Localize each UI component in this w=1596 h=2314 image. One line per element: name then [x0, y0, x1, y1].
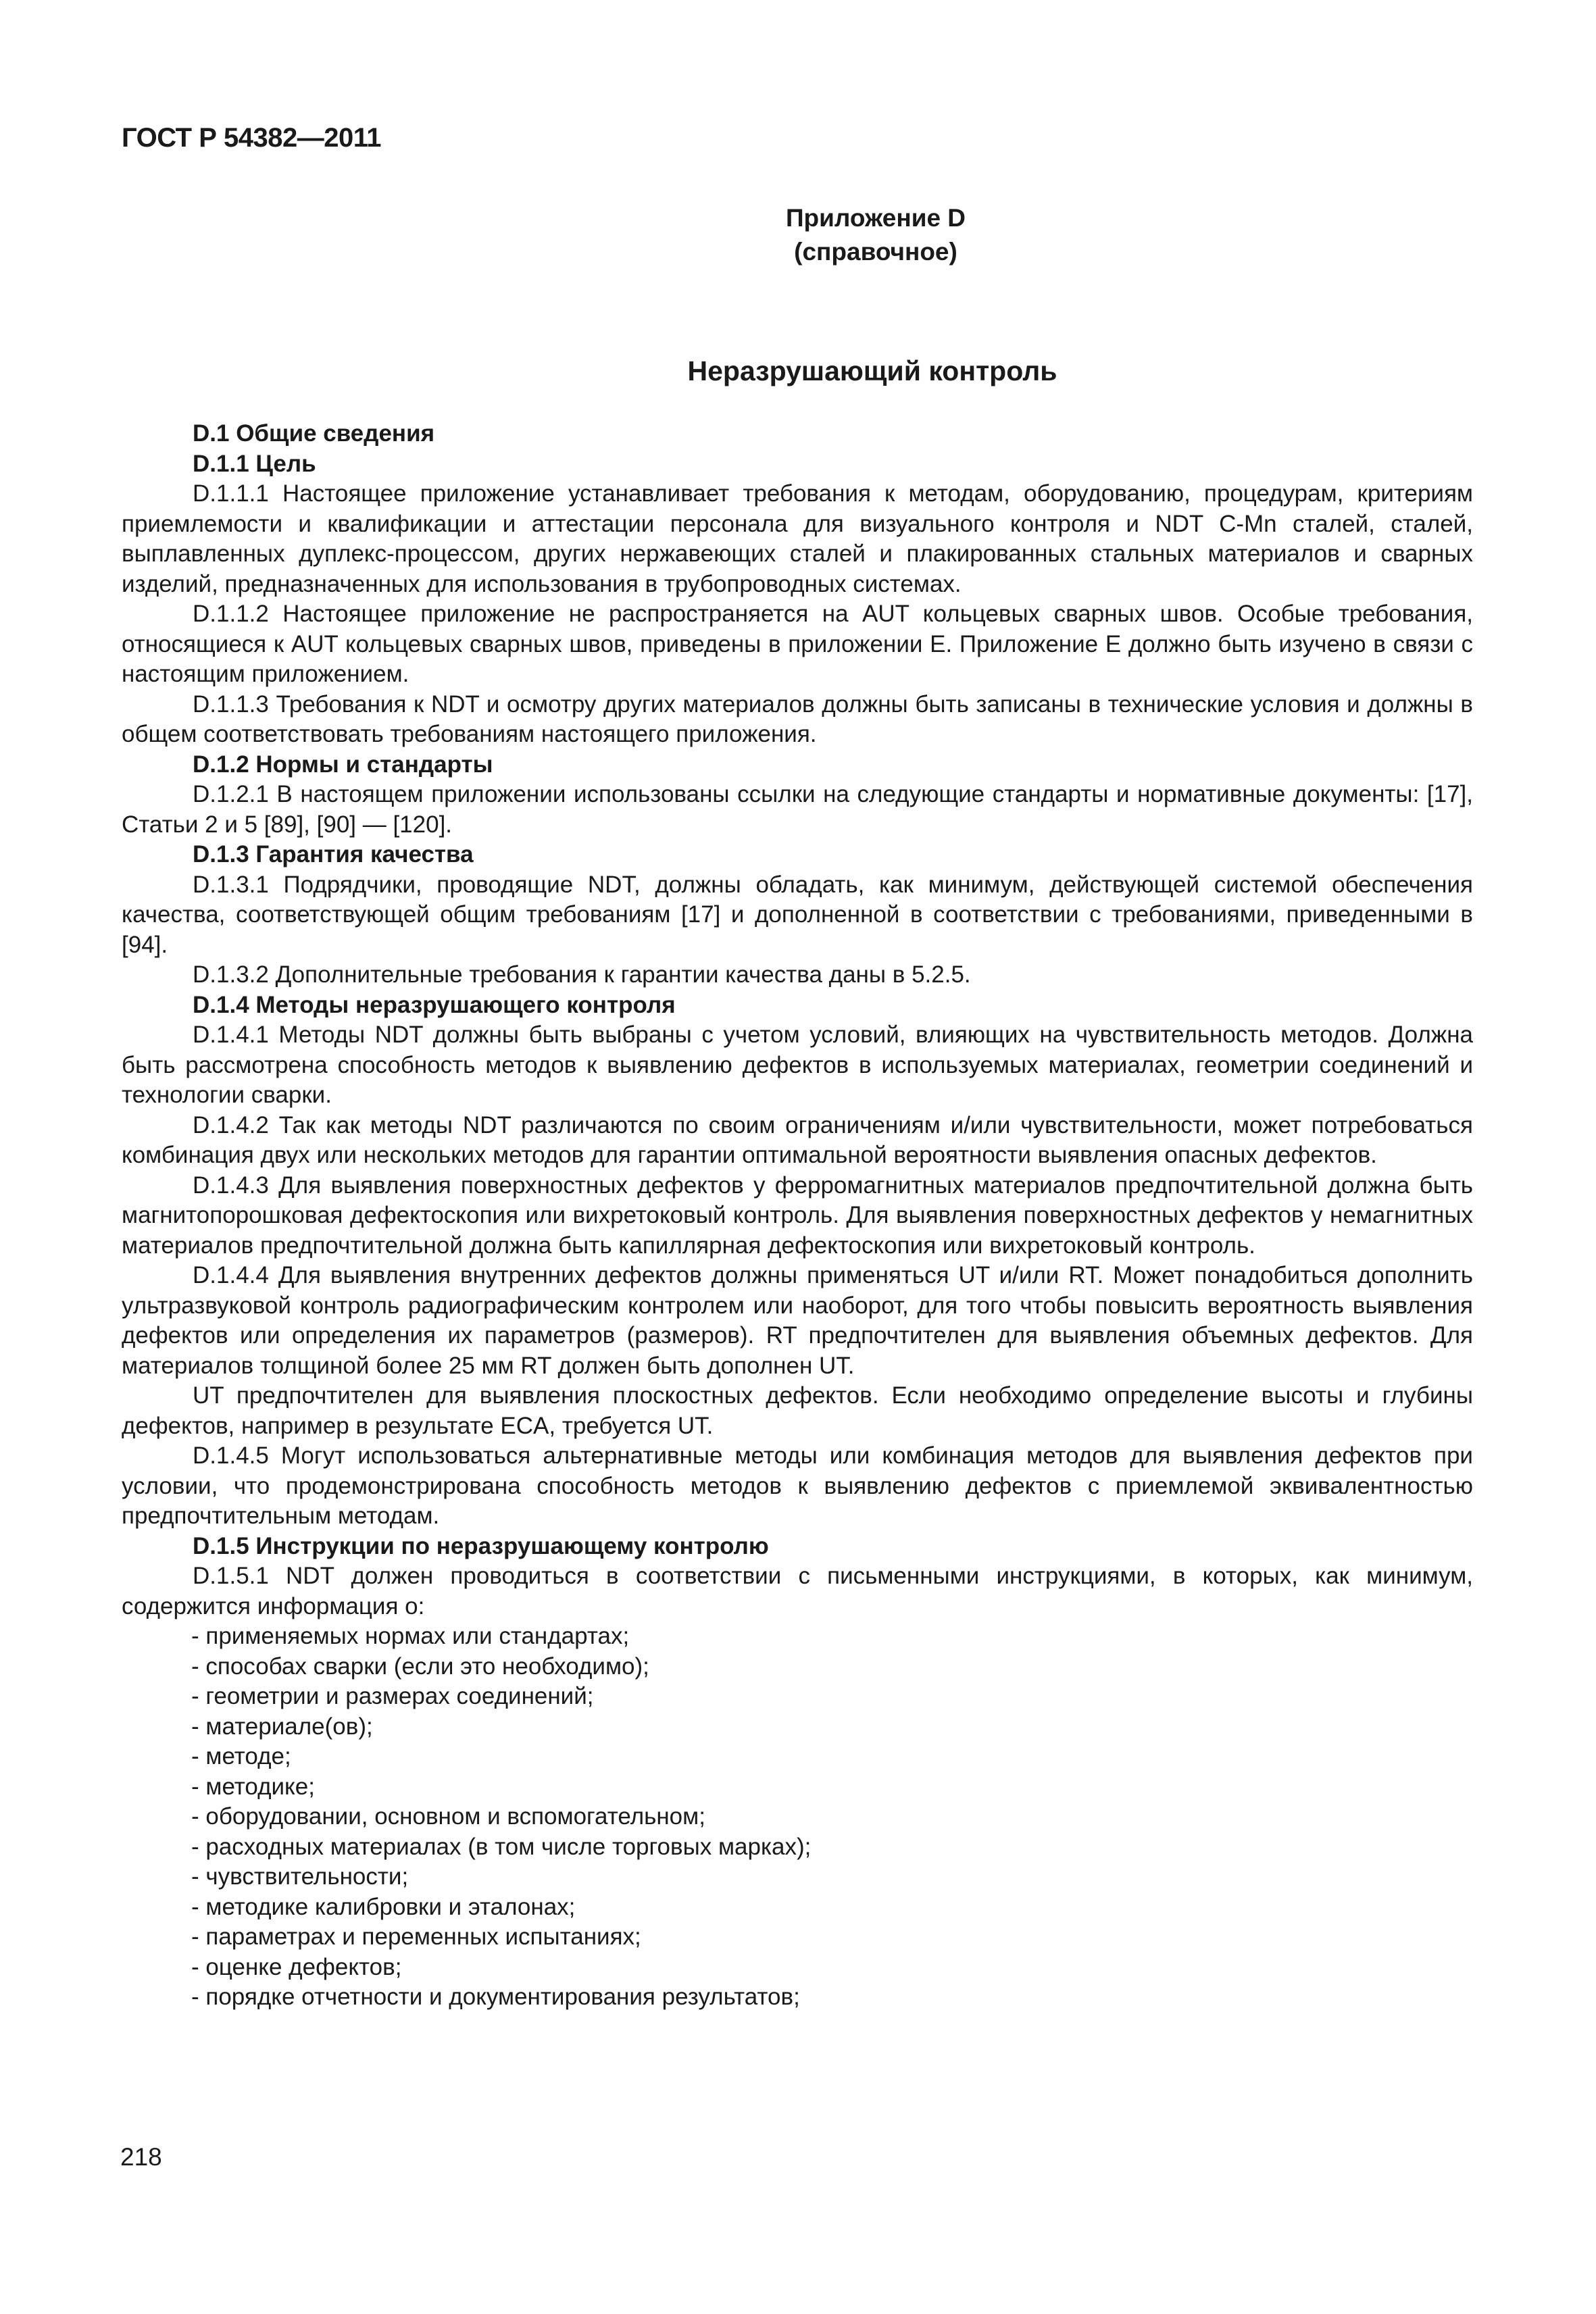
paragraph: D.1.4.4 Для выявления внутренних дефектов должны применяться UT и/или RT. Может понадобиться дополнить ультразвуковой контроль радиографическим контролем или наоборот, для того чтобы повысить вероятность выявления дефектов или определения их параметров (размеров). RT предпочтителен для выявления объемных дефектов. Для материалов толщиной более 25 мм RT должен быть дополнен UT. [122, 1262, 1473, 1379]
list-item: - методике калибровки и эталонах; [191, 1893, 576, 1920]
paragraph: D.1.4.3 Для выявления поверхностных дефектов у ферромагнитных материалов предпочтительной должна быть магнитопорошковая дефектоскопия или вихретоковый контроль. Для выявления поверхностных дефектов у немагнитных материалов предпочтительной должна быть капиллярная дефектоскопия или вихретоковый контроль. [122, 1172, 1473, 1259]
annex-label [0, 201, 1596, 269]
list-item: - материале(ов); [191, 1713, 373, 1740]
paragraph: UT предпочтителен для выявления плоскостных дефектов. Если необходимо определение высоты и глубины дефектов, например в результате ECA, требуется UT. [122, 1382, 1473, 1439]
paragraph: D.1.2.1 В настоящем приложении использованы ссылки на следующие стандарты и нормативные документы: [17], Статьи 2 и 5 [89], [90] — [120]. [122, 781, 1473, 838]
section-heading: D.1.2 Нормы и стандарты [193, 751, 493, 778]
annex-title: Приложение D [785, 204, 966, 232]
list-item: - порядке отчетности и документирования результатов; [191, 1984, 800, 2010]
document-body [122, 419, 1473, 2013]
paragraph: D.1.1.2 Настоящее приложение не распространяется на AUT кольцевых сварных швов. Особые требования, относящиеся к AUT кольцевых сварных швов, приведены в приложении E. Приложение E должно быть изучено в связи с настоящим приложением. [122, 601, 1473, 687]
list-item: - применяемых нормах или стандартах; [191, 1623, 630, 1649]
section-heading: D.1.5 Инструкции по неразрушающему контролю [193, 1532, 769, 1559]
annex-type: (справочное) [794, 238, 957, 266]
standard-id-header: ГОСТ Р 54382—2011 [122, 123, 381, 153]
list-item: - способах сварки (если это необходимо); [191, 1653, 649, 1680]
list-item: - оборудовании, основном и вспомогательном; [191, 1803, 705, 1830]
section-heading: D.1 Общие сведения [193, 420, 435, 447]
paragraph: D.1.4.5 Могут использоваться альтернативные методы или комбинация методов для выявления дефектов при условии, что продемонстрирована способность методов к выявлению дефектов с приемлемой эквивалентностью предпочтительным методам. [122, 1442, 1473, 1529]
list-item: - оценке дефектов; [191, 1953, 402, 1980]
list-item: - методе; [191, 1743, 291, 1769]
section-heading: D.1.4 Методы неразрушающего контроля [193, 991, 676, 1018]
section-heading: D.1.1 Цель [193, 450, 316, 477]
paragraph: D.1.1.1 Настоящее приложение устанавливает требования к методам, оборудованию, процедурам, критериям приемлемости и квалификации и аттестации персонала для визуального контроля и NDT C-Mn сталей, сталей, выплавленных дуплекс-процессом, других нержавеющих сталей и плакированных стальных материалов и сварных изделий, предназначенных для использования в трубопроводных системах. [122, 480, 1473, 597]
paragraph: D.1.3.2 Дополнительные требования к гарантии качества даны в 5.2.5. [193, 961, 971, 988]
page-number: 218 [120, 2143, 162, 2171]
list-item: - геометрии и размерах соединений; [191, 1683, 594, 1709]
list-item: - параметрах и переменных испытаниях; [191, 1923, 641, 1950]
list-item: - чувствительности; [191, 1863, 409, 1890]
paragraph: D.1.3.1 Подрядчики, проводящие NDT, должны обладать, как минимум, действующей системой обеспечения качества, соответствующей общим требованиям [17] и дополненной в соответствии с требованиями, приведенными в [94]. [122, 871, 1473, 958]
paragraph: D.1.4.1 Методы NDT должны быть выбраны с учетом условий, влияющих на чувствительность методов. Должна быть рассмотрена способность методов к выявлению дефектов в используемых материалах, геометрии соединений и технологии сварки. [122, 1022, 1473, 1108]
paragraph: D.1.1.3 Требования к NDT и осмотру других материалов должны быть записаны в технические условия и должны в общем соответствовать требованиям настоящего приложения. [122, 690, 1473, 747]
list-item: - методике; [191, 1773, 315, 1800]
paragraph: D.1.5.1 NDT должен проводиться в соответствии с письменными инструкциями, в которых, как минимум, содержится информация о: [122, 1563, 1473, 1619]
paragraph: D.1.4.2 Так как методы NDT различаются по своим ограничениям и/или чувствительности, может потребоваться комбинация двух или нескольких методов для гарантии оптимальной вероятности выявления опасных дефектов. [122, 1111, 1473, 1168]
list-item: - расходных материалах (в том числе торговых марках); [191, 1833, 812, 1860]
section-heading: D.1.3 Гарантия качества [193, 841, 474, 867]
document-title: Неразрушающий контроль [687, 355, 1057, 386]
